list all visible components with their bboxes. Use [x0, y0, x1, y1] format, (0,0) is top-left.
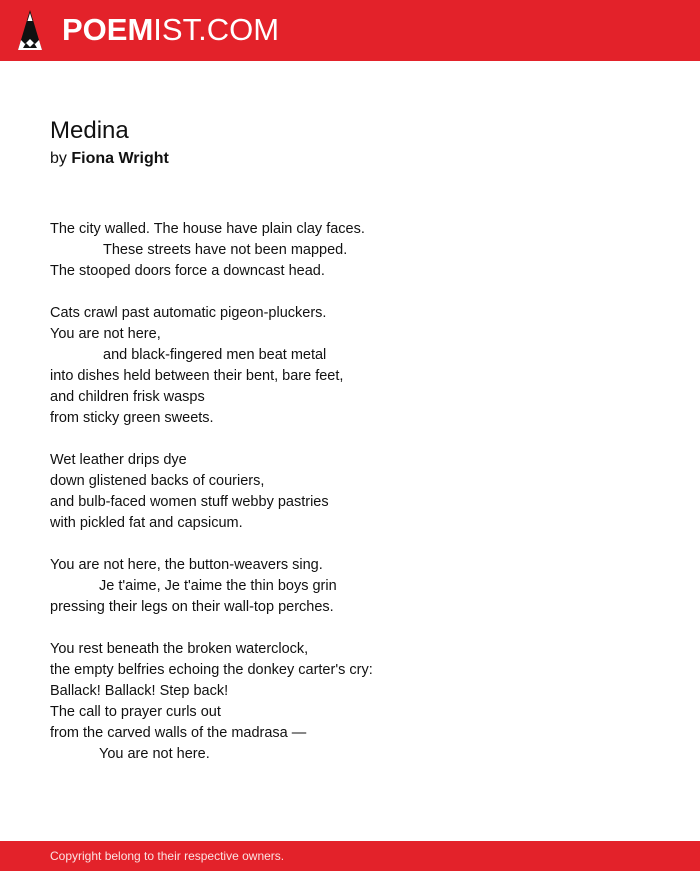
brand-light: IST.COM [153, 12, 280, 47]
poem-byline [50, 149, 169, 169]
stanza-break [50, 618, 650, 639]
site-brand[interactable] [62, 12, 279, 48]
pencil-tip-icon[interactable] [18, 10, 42, 50]
poem-line: the empty belfries echoing the donkey carter's cry: [50, 662, 373, 678]
brand-bold: POEM [62, 12, 154, 47]
poem-line: with pickled fat and capsicum. [50, 515, 243, 531]
poem-line: Cats crawl past automatic pigeon-pluckers. [50, 305, 327, 321]
stanza [50, 639, 650, 765]
poem-line: and children frisk wasps [50, 389, 205, 405]
poem-author[interactable]: Fiona Wright [71, 150, 169, 167]
poem-title: Medina [50, 117, 129, 144]
poem-line: down glistened backs of couriers, [50, 473, 265, 489]
poem-line: These streets have not been mapped. [103, 242, 348, 258]
poem-line: Ballack! Ballack! Step back! [50, 683, 229, 699]
poem-line: pressing their legs on their wall-top perches. [50, 599, 334, 615]
stanza-break [50, 282, 650, 303]
poem-line: You are not here, the button-weavers sing. [50, 557, 323, 573]
poem-body [50, 219, 650, 765]
stanza [50, 303, 650, 429]
poem-line: The stooped doors force a downcast head. [50, 263, 325, 279]
copyright-notice: Copyright belong to their respective owners. [50, 849, 285, 863]
poem-line: The call to prayer curls out [50, 704, 221, 720]
poem-line: You are not here, [50, 326, 161, 342]
stanza [50, 450, 650, 534]
stanza-break [50, 429, 650, 450]
stanza [50, 555, 650, 618]
poem-line: and bulb-faced women stuff webby pastries [50, 494, 329, 510]
poem-line: and black-fingered men beat metal [103, 347, 327, 363]
poem-line: Wet leather drips dye [50, 452, 187, 468]
stanza-break [50, 534, 650, 555]
site-footer [0, 841, 700, 871]
poem-line: The city walled. The house have plain clay faces. [50, 221, 365, 237]
poem-line: You are not here. [99, 746, 210, 762]
poem-line: into dishes held between their bent, bare feet, [50, 368, 344, 384]
poem-line: from the carved walls of the madrasa — [50, 725, 307, 741]
poem-line: from sticky green sweets. [50, 410, 214, 426]
site-header [0, 0, 700, 61]
poem-line: Je t'aime, Je t'aime the thin boys grin [99, 578, 337, 594]
stanza [50, 219, 650, 282]
by-label: by [50, 150, 67, 167]
poem-line: You rest beneath the broken waterclock, [50, 641, 309, 657]
